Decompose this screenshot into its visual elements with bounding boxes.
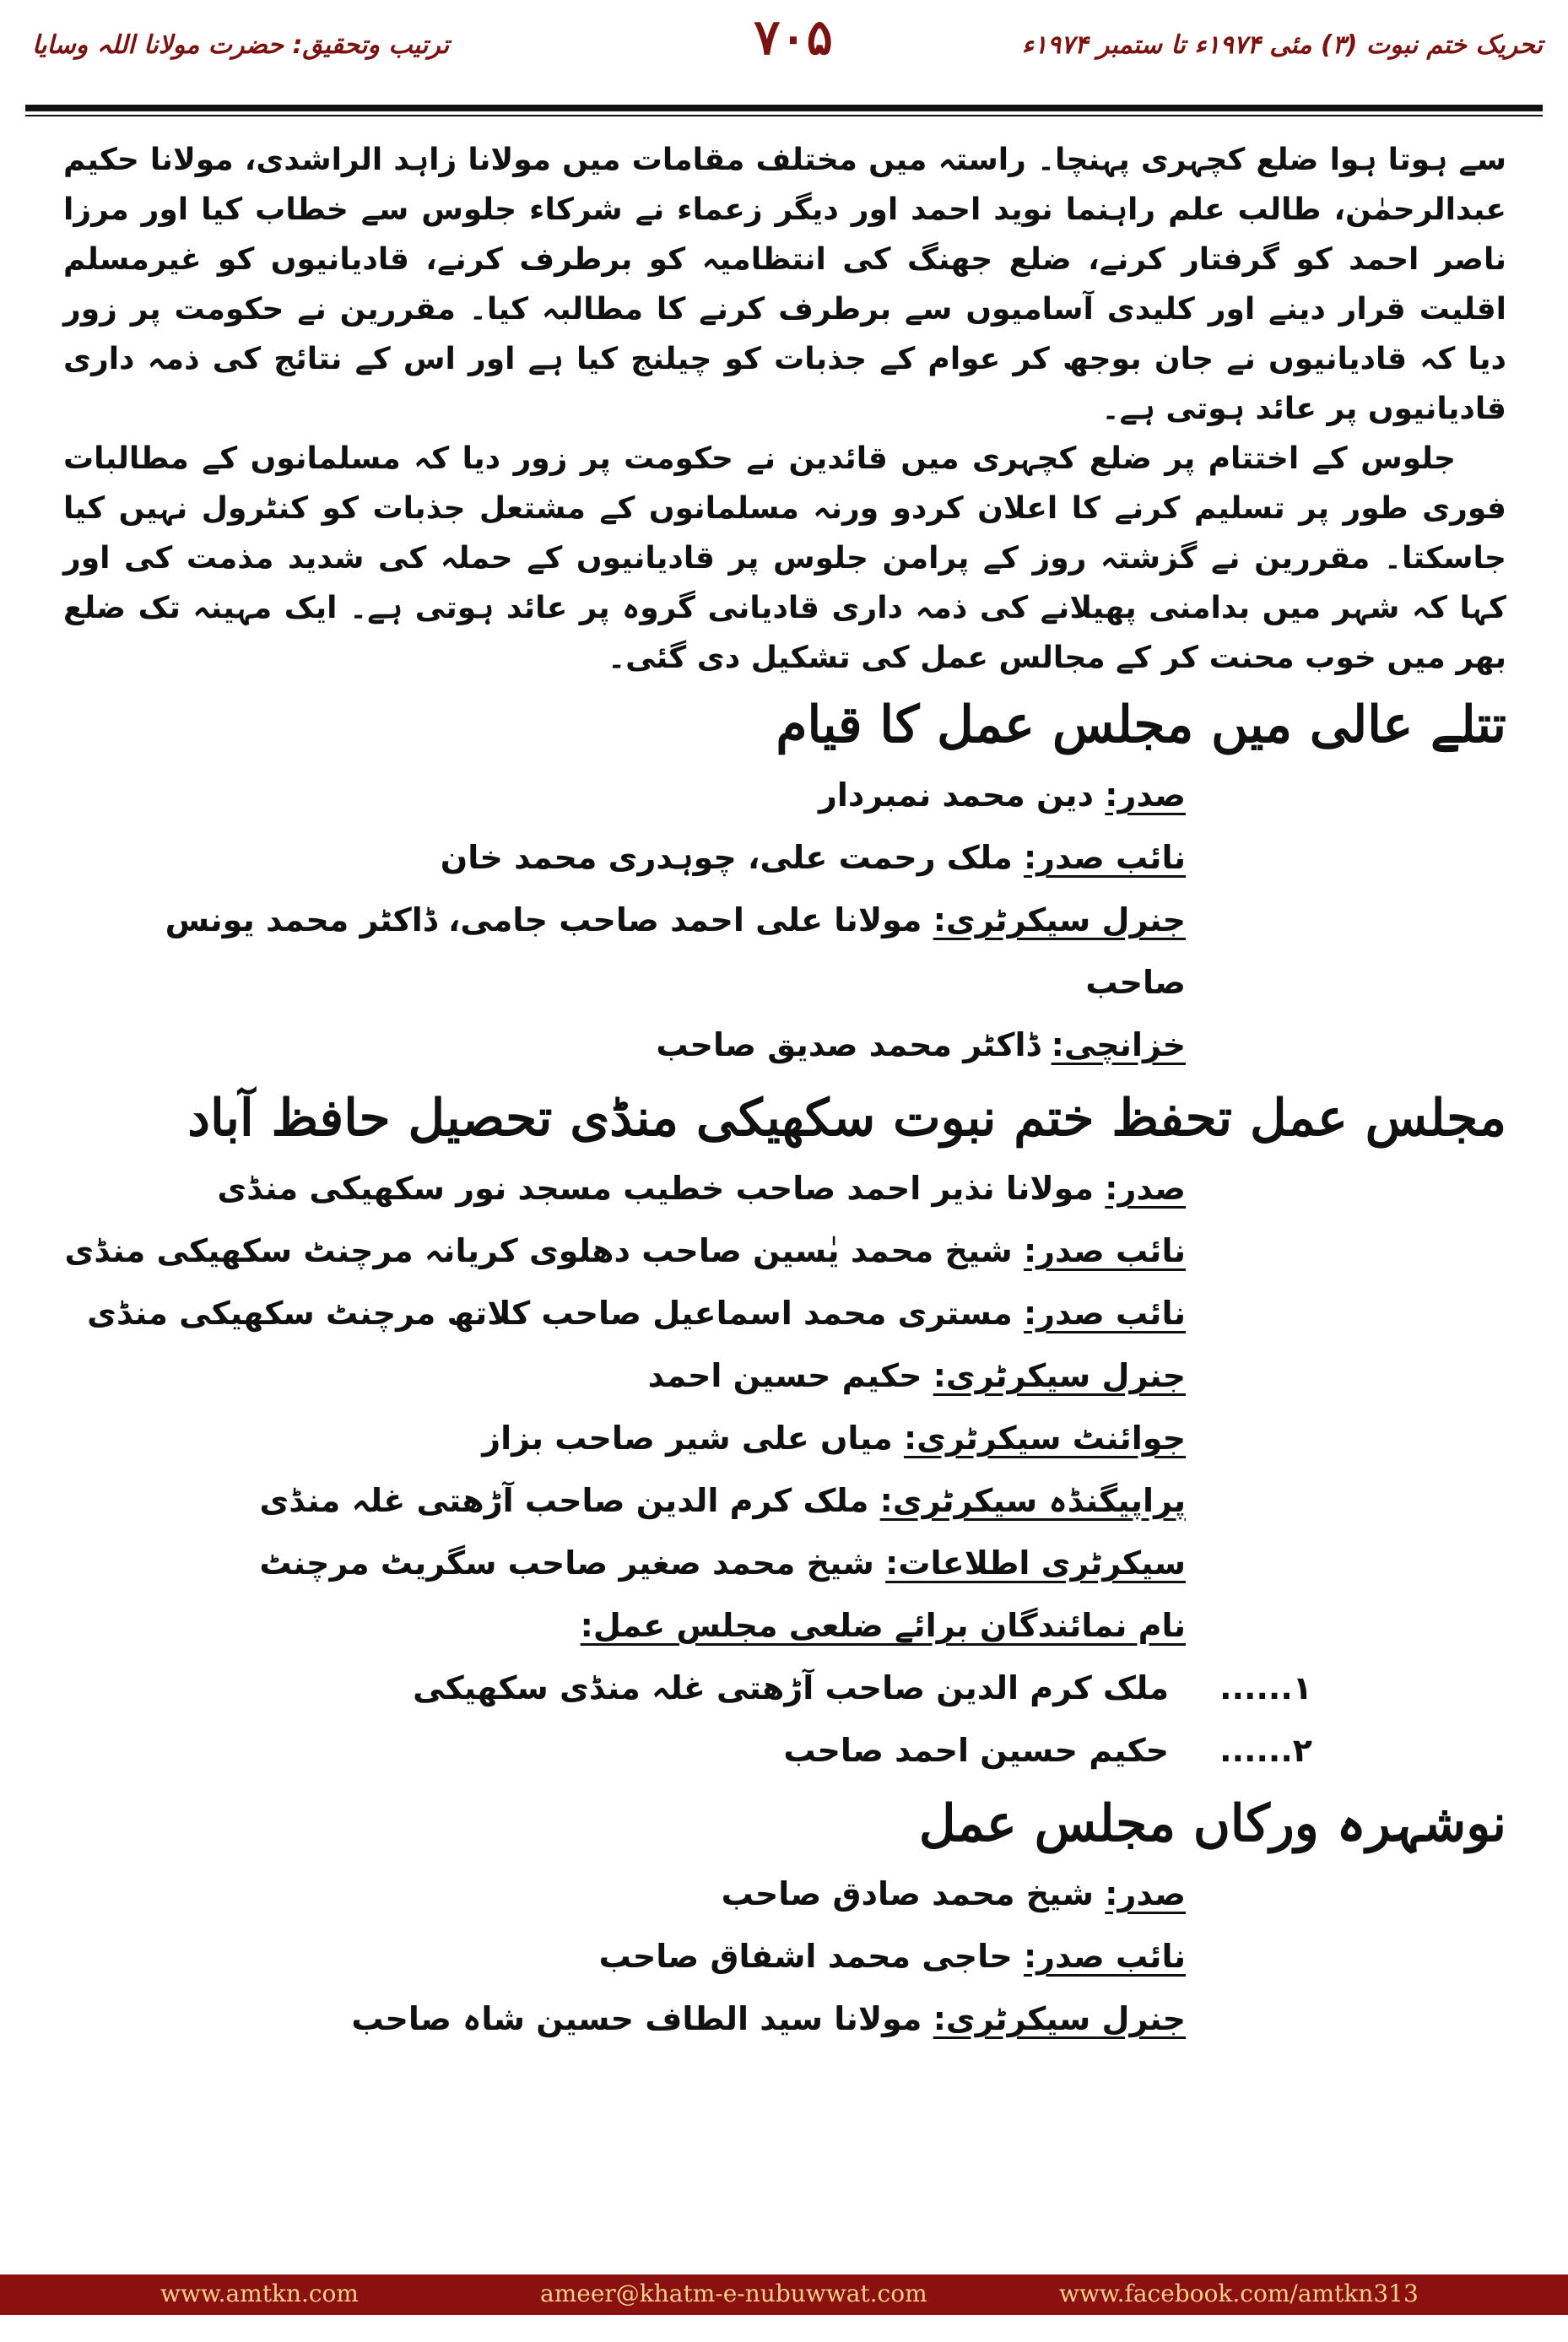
representative-row xyxy=(63,1719,1312,1782)
officer-label: جوائنٹ سیکرٹری: xyxy=(903,1420,1186,1457)
officer-row xyxy=(63,889,1186,1014)
officer-value: مستری محمد اسماعیل صاحب کلاتھ مرچنٹ سکھیکی منڈی xyxy=(87,1295,1024,1332)
officer-label: جنرل سیکرٹری: xyxy=(933,901,1186,938)
officer-value: حاجی محمد اشفاق صاحب xyxy=(598,1938,1024,1975)
section-heading: مجلس عمل تحفظ ختم نبوت سکھیکی منڈی تحصیل حافظ آباد xyxy=(187,1089,1506,1148)
officer-row xyxy=(63,1469,1186,1532)
officer-label: پراپیگنڈہ سیکرٹری: xyxy=(879,1482,1186,1519)
officer-value: شیخ محمد صادق صاحب xyxy=(721,1875,1106,1912)
officer-row xyxy=(63,1220,1186,1282)
officer-row xyxy=(63,1282,1186,1344)
list-number: ۲...... xyxy=(1219,1732,1312,1769)
officer-label: جنرل سیکرٹری: xyxy=(933,2000,1186,2037)
representative-name: حکیم حسین احمد صاحب xyxy=(783,1732,1169,1769)
officer-row xyxy=(63,764,1186,826)
footer-facebook-link[interactable]: www.facebook.com/amtkn313 xyxy=(1059,2280,1419,2307)
officer-row xyxy=(63,1988,1186,2050)
officer-row xyxy=(63,1532,1186,1594)
officer-value: دین محمد نمبردار xyxy=(818,776,1106,814)
officer-label: نائب صدر: xyxy=(1023,1232,1186,1269)
representative-name: ملک کرم الدین صاحب آڑھتی غلہ منڈی سکھیکی xyxy=(413,1669,1169,1706)
page-body xyxy=(63,135,1506,2050)
officer-value: ڈاکٹر محمد صدیق صاحب xyxy=(656,1026,1052,1063)
book-title: تحریک ختم نبوت (۳) مئی ۱۹۷۴ء تا ستمبر ۱۹۷۴ء xyxy=(1021,30,1543,60)
representative-row xyxy=(63,1657,1312,1719)
officer-row xyxy=(63,1925,1186,1988)
officer-label: صدر: xyxy=(1105,1170,1186,1207)
footer-website-link[interactable]: www.amtkn.com xyxy=(160,2280,359,2307)
officer-value: ملک رحمت علی، چوہدری محمد خان xyxy=(440,839,1024,876)
officer-row xyxy=(63,1344,1186,1407)
page-number: ۷۰۵ xyxy=(754,8,833,66)
officer-label: جنرل سیکرٹری: xyxy=(933,1357,1186,1394)
officer-value: ملک کرم الدین صاحب آڑھتی غلہ منڈی xyxy=(259,1482,880,1519)
officer-row xyxy=(63,826,1186,889)
list-number: ۱...... xyxy=(1219,1669,1312,1706)
representatives-list xyxy=(63,1657,1312,1782)
officer-value: مولانا علی احمد صاحب جامی، ڈاکٹر محمد یونس صاحب xyxy=(165,901,1186,1001)
officer-label: خزانچی: xyxy=(1051,1026,1186,1063)
officer-row xyxy=(63,1594,1186,1657)
paragraph: سے ہوتا ہوا ضلع کچہری پہنچا۔ راستہ میں مختلف مقامات میں مولانا زاہد الراشدی، مولانا حکیم عبدالرحمٰن، طالب علم راہنما نوید احمد اور دیگر زعماء نے شرکاء جلوس سے خطاب کیا اور مرزا ناصر احمد کو گرفتار کرنے، ضلع جھنگ کی انتظامیہ کو برطرف کرنے، قادیانیوں کو غیرمسلم اقلیت قرار دینے اور کلیدی آسامیوں سے برطرف کرنے کا مطالبہ کیا۔ مقررین نے حکومت پر زور دیا کہ قادیانیوں نے جان بوجھ کر عوام کے جذبات کو چیلنج کیا ہے اور اس کے نتائج کی ذمہ داری قادیانیوں پر عائد ہوتی ہے۔ xyxy=(63,143,1506,426)
officer-value: مولانا سید الطاف حسین شاہ صاحب xyxy=(351,2000,933,2037)
page-header xyxy=(0,0,1568,110)
officer-value: میاں علی شیر صاحب بزاز xyxy=(482,1420,904,1457)
section-heading: تتلے عالی میں مجلس عمل کا قیام xyxy=(776,695,1506,755)
section-heading: نوشہرہ ورکاں مجلس عمل xyxy=(918,1794,1506,1853)
officer-row xyxy=(63,1157,1186,1220)
header-rule xyxy=(25,105,1543,111)
compiler-credit: ترتیب وتحقیق: حضرت مولانا اللہ وسایا xyxy=(32,30,450,60)
officer-label: صدر: xyxy=(1105,1875,1186,1912)
officer-value: شیخ محمد یٰسین صاحب دھلوی کریانہ مرچنٹ سکھیکی منڈی xyxy=(64,1232,1024,1269)
officer-list xyxy=(63,1157,1186,1657)
officer-label: نائب صدر: xyxy=(1023,839,1186,876)
officer-row xyxy=(63,1407,1186,1469)
officer-value: مولانا نذیر احمد صاحب خطیب مسجد نور سکھیکی منڈی xyxy=(217,1170,1106,1207)
officer-row xyxy=(63,1863,1186,1925)
paragraph: جلوس کے اختتام پر ضلع کچہری میں قائدین نے حکومت پر زور دیا کہ مسلمانوں کے مطالبات فوری طور پر تسلیم کرنے کا اعلان کردو ورنہ مسلمانوں کے مشتعل جذبات کو کنٹرول نہیں کیا جاسکتا۔ مقررین نے گزشتہ روز کے پرامن جلوس پر قادیانیوں کے حملہ کی شدید مذمت کی اور کہا کہ شہر میں بدامنی پھیلانے کی ذمہ داری قادیانی گروہ پر عائد ہوتی ہے۔ ایک مہینہ تک ضلع بھر میں خوب محنت کر کے مجالس عمل کی تشکیل دی گئی۔ xyxy=(63,441,1506,675)
officer-value: شیخ محمد صغیر صاحب سگریٹ مرچنٹ xyxy=(259,1544,886,1582)
officer-value: حکیم حسین احمد xyxy=(647,1357,933,1394)
page-footer xyxy=(0,2274,1568,2315)
officer-row xyxy=(63,1014,1186,1076)
officer-list xyxy=(63,1863,1186,2050)
officer-label: صدر: xyxy=(1105,776,1186,814)
officer-label: نائب صدر: xyxy=(1023,1295,1186,1332)
officer-label: نام نمائندگان برائے ضلعی مجلس عمل: xyxy=(580,1607,1186,1644)
officer-list xyxy=(63,764,1186,1076)
officer-label: سیکرٹری اطلاعات: xyxy=(885,1544,1186,1582)
officer-label: نائب صدر: xyxy=(1023,1938,1186,1975)
header-rule-thin xyxy=(25,115,1543,116)
footer-email-link[interactable]: ameer@khatm-e-nubuwwat.com xyxy=(540,2280,927,2307)
